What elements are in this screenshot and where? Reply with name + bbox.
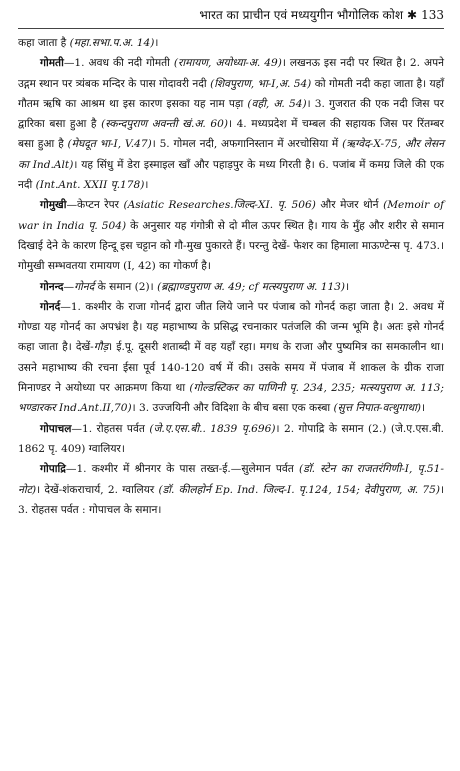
star-icon: ✱ (407, 8, 418, 22)
entry-text: । 2. गोपाद्रि के समान (2.) (जे.ए.एस.बी. 1862 पृ. 409) ग्वालियर। (18, 422, 445, 455)
entry-text: — (63, 280, 75, 293)
entry-text: । 3. रोहतस पर्वत : गोपाचल के समान। (18, 483, 444, 516)
citation-text: (सुत्त निपात-वत्थुगाथा) (333, 402, 421, 415)
entry-text: —केप्टन रेपर (66, 199, 124, 212)
citation-text: (जे.ए.एस.बी.. 1839 पृ.696) (149, 422, 276, 435)
entry-text: के अनुसार यह गंगोत्री से दो मील ऊपर स्थित है। गाय के मुँह और शरीर से समान दिखाई देने के कारण हिन्दू इस चट्टान को गौ-मुख पुकारते हैं। परन्तु देखें- फेशर का हिमाला माऊण्टेन्स पृ. 473.। गोमुखी सम्भवतया रामायण (I, 42) का गोकर्ण है। (18, 219, 444, 273)
entry-text: —1. अवध की नदी गोमती (63, 57, 174, 70)
citation-text: (डॉ. कीलहोर्न Ep. Ind. जिल्द-I. पृ.124, 154; देवीपुराण, अ. 75) (158, 483, 440, 496)
dictionary-content (18, 33, 444, 520)
entry-text: । 3. गुजरात की एक नदी जिस पर द्वारिका बसा हुआ है (18, 97, 444, 131)
headword: गोमुखी (40, 199, 67, 212)
entry-text: । (345, 280, 350, 293)
entry-gopachal (18, 419, 444, 460)
headword: गोनर्द (40, 300, 61, 313)
citation-text: (डॉ. स्टेन का राजतरंगिणी-I, पृ.51-नोट) (18, 463, 444, 496)
entry-text: । 4. मध्यप्रदेश में चम्बल की सहायक जिस पर रिंतम्बर बसा हुआ है (18, 118, 445, 151)
entry-text: कहा जाता है (18, 37, 70, 49)
citation-text: (शिवपुराण, भा-I,अ. 54) (210, 77, 312, 90)
entry-text: । यह सिंधु में डेरा इस्माइल खाँ और पहाड़पुर के मध्य गिरती है। 6. पजांब में कमग्र जिले की एक नदी (18, 158, 444, 192)
citation-text: (गोल्डस्टिकर का पाणिनी पृ. 234, 235; मत्स्यपुराण अ. 113; भण्डारकर Ind.Ant.II,70) (18, 382, 444, 415)
citation-text: (मेघदूत भा-I, V.47) (67, 138, 152, 151)
entry-text: के समान (2)। (94, 280, 158, 293)
entry-gomati (18, 53, 444, 195)
entry-text: । 5. गोमल नदी, अफगानिस्तान में अरचोसिया में (151, 138, 343, 151)
entry-text: । (154, 37, 159, 49)
headword: गोपाचल (40, 422, 72, 435)
citation-text: (ब्रह्माण्डपुराण अ. 49; cf मत्स्यपुराण अ. 113) (157, 280, 346, 293)
citation-text: गोनर्द (74, 280, 95, 293)
continuation-line (18, 33, 444, 53)
citation-text: (स्कन्दपुराण अवन्ती खं.अ. 60) (101, 118, 228, 131)
entry-text: को गोमती नदी कहा जाता है। यहाँ गौतम ऋषि का आश्रम था इस कारण इसका यह नाम पड़ा (18, 77, 444, 110)
header-title: भारत का प्राचीन एवं मध्ययुगीन भौगोलिक कोश (199, 8, 404, 22)
headword: गोपाद्रि (40, 463, 66, 476)
entry-text: और मेजर थोर्न (315, 199, 384, 212)
entry-gopadri (18, 459, 444, 520)
running-header (18, 6, 444, 29)
entry-text: । (420, 402, 425, 415)
citation-text: (ऋग्वेद-X-75, और लेसन का Ind.Alt) (18, 138, 445, 171)
entry-text: । देखें-शंकराचार्य, 2. ग्वालियर (36, 483, 159, 496)
entry-text: —1. कश्मीर में श्रीनगर के पास तख्त-ई.—सुलेमान पर्वत (65, 463, 300, 476)
headword: गोमती (40, 57, 64, 70)
entry-text: । लखनऊ इस नदी पर स्थित है। 2. अपने उद्गम स्थान पर त्र्यंबक मन्दिर के पास गोदावरी नदी (18, 57, 444, 90)
citation-text: गौड़ (93, 341, 109, 354)
entry-gonard (18, 297, 444, 419)
headword: गोनन्द (40, 280, 64, 293)
entry-text: । (144, 179, 149, 192)
citation-text: (महा.सभा.प.अ. 14) (69, 37, 155, 49)
entry-text: —1. रोहतस पर्वत (71, 422, 150, 435)
citation-text: (रामायण, अयोध्या-अ. 49) (173, 57, 282, 70)
entry-text: । ई.पू. दूसरी शताब्दी में वह यहाँ रहा। मगध के राजा और पुष्यमित्र का समकालीन था। उसने महाभाष्य की रचना ईसा पूर्व 140-120 वर्ष में की। उसके समय में पंजाब में शाकल के ग्रीक राजा मिनाण्डर ने अयोध्या पर आक्रमण किया था (18, 341, 444, 395)
entry-gomukhi (18, 195, 444, 276)
citation-text: (वही, अ. 54) (247, 97, 307, 110)
citation-text: (Asiatic Researches.जिल्द-XI. पृ. 506) (123, 199, 316, 212)
entry-gonand (18, 277, 444, 297)
entry-text: । 3. उज्जयिनी और विदिशा के बीच बसा एक कस्बा (131, 402, 334, 415)
citation-text: (Memoir of war in India पृ. 504) (18, 199, 445, 232)
entry-text: —1. कश्मीर के राजा गोनर्द द्वारा जीत लिये जाने पर पंजाब को गोनर्द कहा जाता है। 2. अवध में गोण्डा यह गोनर्द का अपभ्रंश है। यह महाभाष्य के प्रसिद्ध रचनाकार पतंजलि की जन्म भूमि है। अतः इसे गोनर्द कहा जाता है। देखें- (18, 300, 444, 354)
citation-text: (Int.Ant. XXII पृ.178) (35, 179, 145, 192)
page-number: 133 (421, 8, 444, 22)
